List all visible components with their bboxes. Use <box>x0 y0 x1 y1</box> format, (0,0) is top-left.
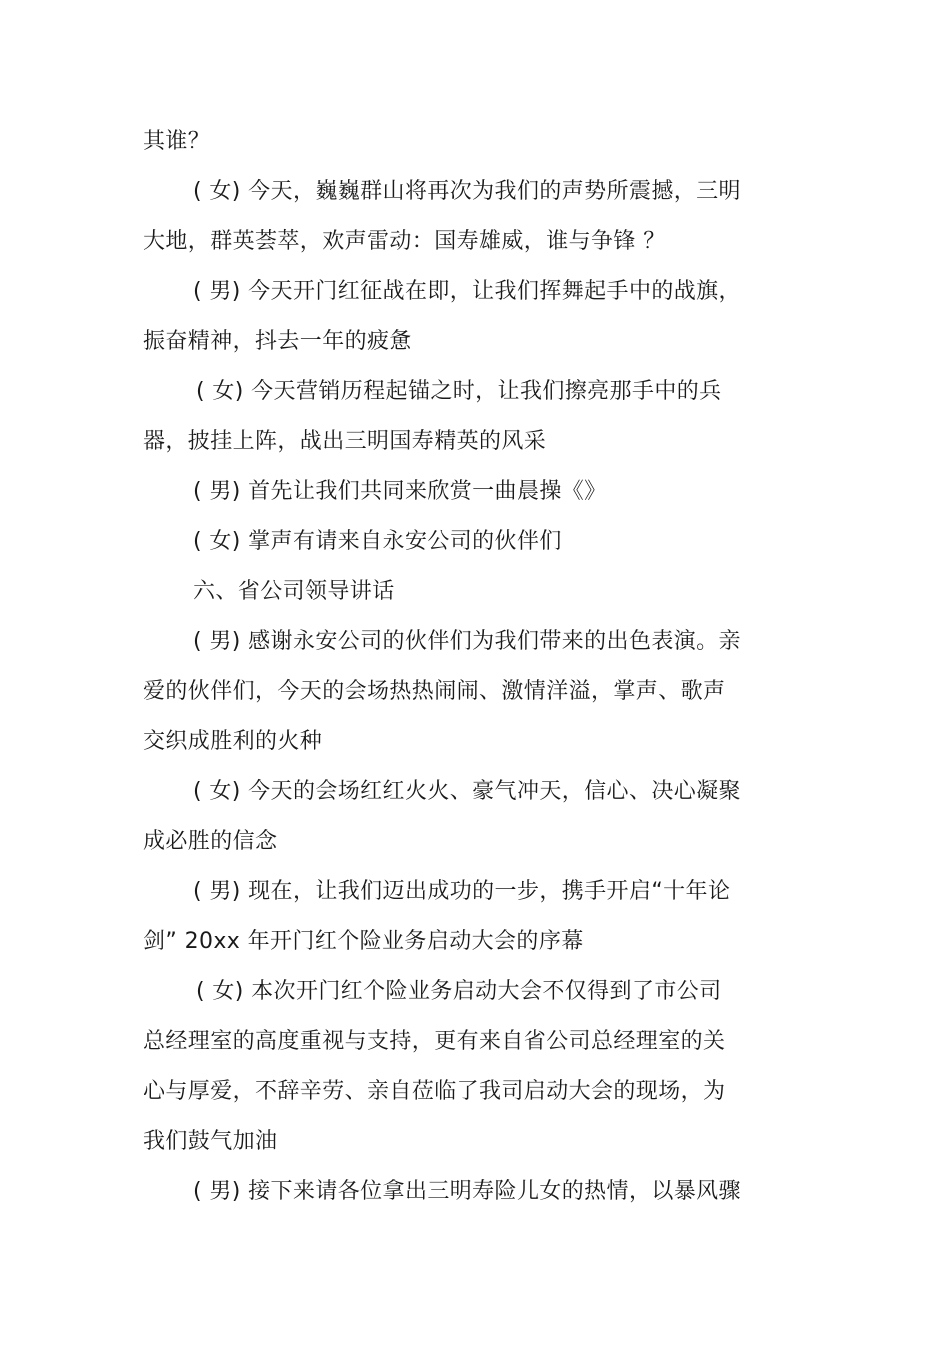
text-line: 心与厚爱，不辞辛劳、亲自莅临了我司启动大会的现场，为 <box>143 1079 726 1104</box>
text-line: 大地，群英荟萃，欢声雷动：国寿雄威，谁与争锋 ？ <box>143 229 666 254</box>
text-line: ( 男) 感谢永安公司的伙伴们为我们带来的出色表演。亲 <box>193 629 741 654</box>
text-line: ( 男) 现在，让我们迈出成功的一步，携手开启“十年论 <box>193 879 731 904</box>
text-line: 总经理室的高度重视与支持，更有来自省公司总经理室的关 <box>143 1029 726 1054</box>
text-line: ( 男) 首先让我们共同来欣赏一曲晨操《》 <box>193 479 607 504</box>
text-line: ( 男) 接下来请各位拿出三明寿险儿女的热情，以暴风骤 <box>193 1179 741 1204</box>
text-line: ( 女) 今天，巍巍群山将再次为我们的声势所震撼，三明 <box>193 179 741 204</box>
text-line: ( 女) 今天的会场红红火火、豪气冲天，信心、决心凝聚 <box>193 779 741 804</box>
text-line: 爱的伙伴们，今天的会场热热闹闹、激情洋溢，掌声、歌声 <box>143 679 726 704</box>
text-line: 振奋精神，抖去一年的疲惫 <box>143 329 412 354</box>
text-line: 交织成胜利的火种 <box>143 729 323 754</box>
text-line: 我们鼓气加油 <box>143 1129 278 1154</box>
text-line: 器，披挂上阵，战出三明国寿精英的风采 <box>143 429 547 454</box>
text-line: 其谁？ <box>143 129 211 154</box>
text-line: ( 女) 本次开门红个险业务启动大会不仅得到了市公司 <box>196 979 722 1004</box>
document-body <box>143 117 763 1217</box>
text-line: 剑” 20xx 年开门红个险业务启动大会的序幕 <box>143 929 584 954</box>
section-heading: 六、省公司领导讲话 <box>193 579 395 604</box>
text-line: ( 男) 今天开门红征战在即，让我们挥舞起手中的战旗， <box>193 279 741 304</box>
text-line: 成必胜的信念 <box>143 829 278 854</box>
text-line: ( 女) 掌声有请来自永安公司的伙伴们 <box>193 529 562 554</box>
text-line: ( 女) 今天营销历程起锚之时，让我们擦亮那手中的兵 <box>196 379 722 404</box>
